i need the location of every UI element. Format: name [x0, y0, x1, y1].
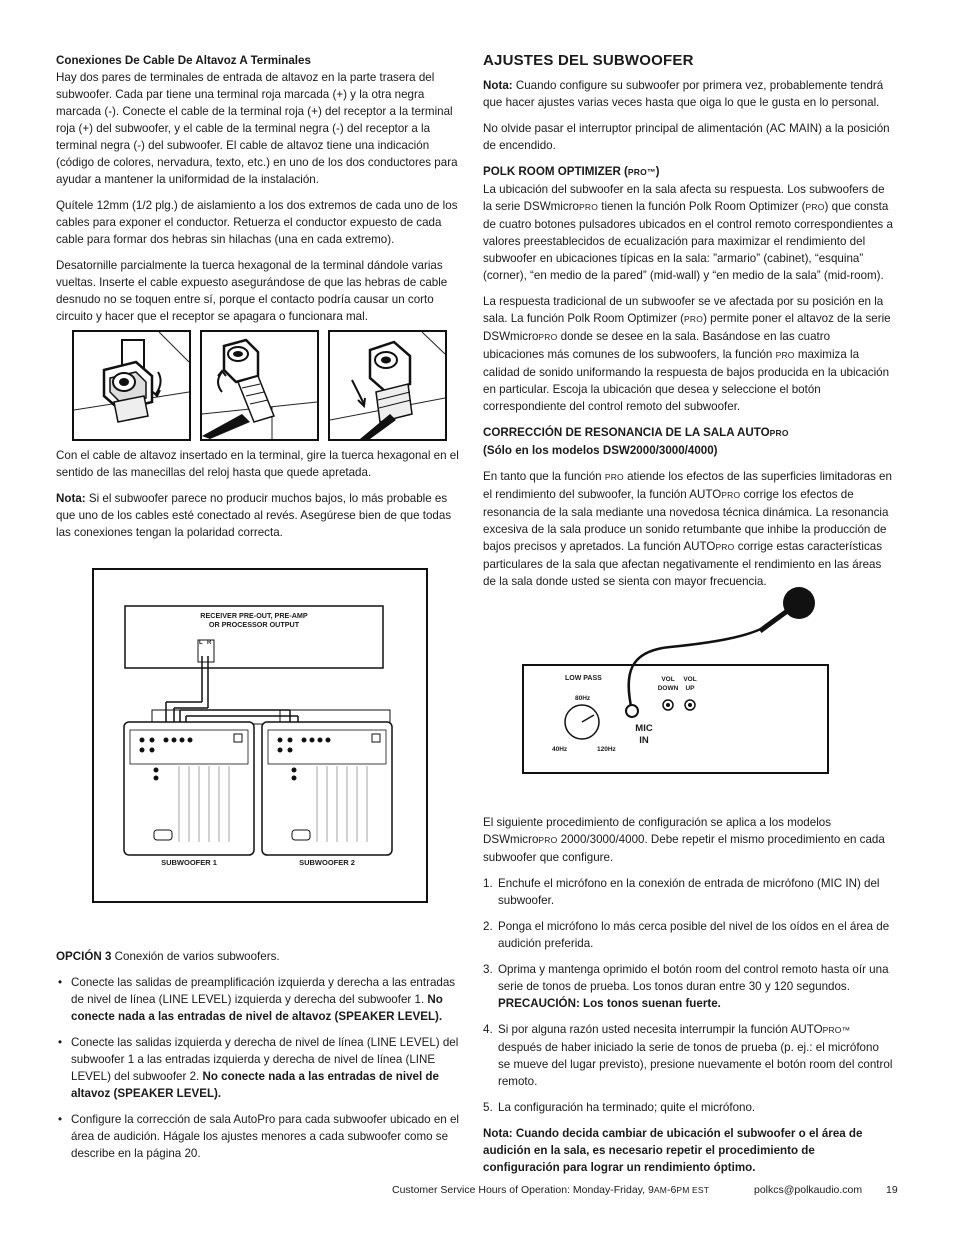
smallcaps: AM — [653, 1185, 667, 1195]
wiring-diagram — [92, 568, 428, 903]
text: corrige los efectos de resonancia de la sala mediante una novedosa técnica dinámica. La resonancia excesiva de la sala produce un sonido retumbante que inhibe la producción de bajos precisos y apretados. La función AUTO — [483, 488, 889, 553]
text: tienen la función Polk Room Optimizer ( — [598, 200, 806, 213]
final-note: Nota: Cuando decida cambiar de ubicación el subwoofer o el área de audición en la sala, es necesario repetir el procedimiento de configuración para lograr un rendimiento óptimo. — [483, 1127, 863, 1174]
subwoofer-2-label: SUBWOOFER 2 — [299, 858, 355, 867]
text: La ubicación del subwoofer en la sala afecta su respuesta. Los subwoofers de la serie DSWmicro — [483, 183, 885, 213]
step-caution: PRECAUCIÓN: Los tonos suenan fuerte. — [498, 997, 721, 1010]
setup-steps — [483, 875, 893, 1116]
vol-down-line1: VOL — [661, 676, 675, 683]
text: donde se desee en la sala. Basándose en las cuatro ubicaciones más comunes de los subwoofers, la función — [483, 330, 831, 361]
option-bullets — [56, 974, 464, 1162]
bullet-text: Conecte las salidas de preamplificación izquierda y derecha a las entradas de nivel de línea (LINE LEVEL) izquierda y derecha del subwoofer 1. — [71, 976, 456, 1006]
vol-down-line2: DOWN — [657, 685, 679, 692]
hz80-label: 80Hz — [575, 695, 591, 702]
left-column-mid — [56, 447, 464, 550]
text: maximiza la calidad de sonido uniformando la respuesta de bajos producida en la ubicación en particular. Escoja la ubicación que desea y seleccione el botón correspondiente del control remoto del subwoofer. — [483, 348, 890, 413]
paragraph-ac-main: No olvide pasar el interruptor principal de alimentación (AC MAIN) a la posición de encendido. — [483, 122, 890, 152]
left-column-bottom — [56, 948, 464, 1171]
footer-email[interactable]: polkcs@polkaudio.com — [754, 1184, 863, 1196]
step-text: Enchufe el micrófono en la conexión de entrada de micrófono (MIC IN) del subwoofer. — [498, 877, 880, 907]
right-column-bottom — [483, 814, 893, 1185]
step-number: 2. — [483, 920, 493, 933]
mic-line2: IN — [639, 735, 649, 746]
list-item — [56, 1111, 464, 1162]
vol-up-line1: VOL — [683, 676, 697, 683]
note-polaridad — [56, 490, 464, 541]
heading-room-optimizer — [483, 163, 893, 181]
paragraph-tuerca: Desatornille parcialmente la tuerca hexagonal de la terminal dándole varias vueltas. Inserte el cable expuesto asegurándose de que las hebras de cable desnudo no se toquen entre sí, porque el contacto podría causar un corto circuito y hacer que el receptor se apagara o funcionara mal. — [56, 259, 448, 323]
smallcaps: PRO — [721, 490, 741, 500]
smallcaps: PRO — [715, 542, 735, 552]
heading-smallcaps: PRO™ — [627, 167, 656, 177]
receiver-label — [125, 611, 383, 629]
smallcaps: PRO — [538, 835, 558, 845]
list-item — [483, 961, 893, 1012]
smallcaps: PRO — [538, 332, 558, 342]
option-text: Conexión de varios subwoofers. — [111, 950, 280, 963]
note-text: Cuando configure su subwoofer por primera vez, probablemente tendrá que hacer ajustes varias veces hasta que oiga lo que le gusta en lo personal. — [483, 79, 884, 109]
text: ) permite poner el altavoz de la serie DSWmicro — [483, 312, 891, 343]
terminal-illustration-3 — [328, 330, 447, 441]
heading-text: POLK ROOM OPTIMIZER ( — [483, 165, 628, 178]
list-item — [483, 1021, 893, 1090]
text: El siguiente procedimiento de configuración se aplica a los modelos DSWmicro — [483, 816, 832, 846]
list-item — [483, 875, 893, 909]
bullet-warning: No conecte nada a las entradas de nivel de altavoz (SPEAKER LEVEL). — [71, 993, 443, 1023]
note-label: Nota: — [483, 79, 513, 92]
text: atiende los efectos de las superficies limitadoras en el rendimiento del subwoofer, la función AUTO — [483, 470, 892, 501]
smallcaps: PRO — [805, 202, 825, 212]
hz120-label: 120Hz — [597, 746, 616, 753]
smallcaps: PRO — [604, 472, 624, 482]
receiver-label-line1: RECEIVER PRE-OUT, PRE-AMP — [200, 611, 308, 620]
list-item — [56, 1034, 464, 1102]
step-text: La configuración ha terminado; quite el micrófono. — [498, 1101, 756, 1114]
text: En tanto que la función — [483, 470, 605, 483]
paragraph-optimizer-1 — [483, 181, 893, 284]
terminal-illustration-2 — [200, 330, 319, 441]
note-label: Nota: — [56, 492, 86, 505]
right-column — [483, 52, 893, 599]
heading-text-end: ) — [655, 165, 660, 178]
step-number: 1. — [483, 877, 493, 890]
text: 2000/3000/4000. Debe repetir el mismo procedimiento en cada subwoofer que configure. — [483, 833, 885, 864]
list-item — [483, 918, 893, 952]
paragraph-correccion — [483, 468, 893, 590]
step-number: 4. — [483, 1023, 493, 1036]
low-pass-label: LOW PASS — [565, 675, 602, 682]
footer-hours — [392, 1184, 709, 1196]
channel-r-label: R — [207, 640, 212, 646]
smallcaps: PRO™ — [822, 1025, 851, 1035]
receiver-label-line2: OR PROCESSOR OUTPUT — [208, 620, 300, 629]
list-item — [56, 974, 464, 1025]
section-heading-ajustes: AJUSTES DEL SUBWOOFER — [483, 52, 694, 69]
page-number: 19 — [886, 1184, 898, 1196]
step-text: Si por alguna razón usted necesita interrumpir la función AUTO — [498, 1023, 823, 1036]
channel-l-label: L — [199, 640, 203, 646]
paragraph-procedure — [483, 814, 893, 866]
subwoofer-1-label: SUBWOOFER 1 — [161, 858, 217, 867]
heading-text: CORRECCIÓN DE RESONANCIA DE LA SALA AUTO — [483, 426, 770, 439]
smallcaps: PRO — [684, 314, 704, 324]
paragraph-gire: Con el cable de altavoz insertado en la terminal, gire la tuerca hexagonal en el sentido de las manecillas del reloj hasta que quede apretada. — [56, 449, 459, 479]
text: -6 — [666, 1184, 677, 1196]
mic-panel-illustration — [520, 585, 830, 780]
section-heading-conexiones: Conexiones De Cable De Altavoz A Terminales — [56, 54, 311, 67]
paragraph-optimizer-2 — [483, 293, 893, 415]
paragraph-terminales: Hay dos pares de terminales de entrada de altavoz en la parte trasera del subwoofer. Cada par tiene una terminal roja marcada (+) y la otra negra marcada (-). Conecte el cable de la terminal roja (+) del receptor a la terminal roja (+) del subwoofer, y el cable de la terminal negra (-) del receptor a la terminal negra (-) del subwoofer. El cable de altavoz tiene una indicación (código de colores, nervadura, texto, etc.) en uno de los dos conductores para ayudar a mantener la uniformidad de la instalación. — [56, 71, 458, 186]
paragraph-aislamiento: Quítele 12mm (1/2 plg.) de aislamiento a los dos extremos de cada uno de los cables para exponer el conductor. Retuerza el conductor expuesto de cada cable para formar dos hebras sin hilachas (una en cada extremo). — [56, 199, 458, 246]
note-first-setup — [483, 77, 893, 111]
hz40-label: 40Hz — [552, 746, 568, 753]
step-number: 5. — [483, 1101, 493, 1114]
vol-up-label — [677, 675, 703, 693]
text: La respuesta tradicional de un subwoofer se ve afectada por su posición en la sala. La función Polk Room Optimizer ( — [483, 295, 884, 325]
smallcaps: PRO — [578, 202, 599, 212]
mic-line1: MIC — [635, 723, 653, 734]
bullet-text: Configure la corrección de sala AutoPro para cada subwoofer ubicado en el área de audición. Hágale los ajustes menores a cada subwoofer como se describe en la página 20. — [71, 1113, 459, 1160]
bullet-text: Conecte las salidas izquierda y derecha de nivel de línea (LINE LEVEL) del subwoofer 1 a las entradas izquierda y derecha de nivel de línea (LINE LEVEL) del subwoofer 2. — [71, 1036, 459, 1083]
list-item — [483, 1099, 893, 1116]
option-3 — [56, 948, 464, 965]
step-text: Oprima y mantenga oprimido el botón room del control remoto hasta oír una serie de tonos de prueba. Los tonos duran entre 30 y 120 segundos. — [498, 963, 889, 993]
text: Customer Service Hours of Operation: Monday-Friday, 9 — [392, 1184, 654, 1196]
left-column — [56, 52, 464, 334]
option-label: OPCIÓN 3 — [56, 950, 112, 963]
step-number: 3. — [483, 963, 493, 976]
bullet-warning: No conecte nada a las entradas de nivel de altavoz (SPEAKER LEVEL). — [71, 1070, 439, 1100]
heading-correccion — [483, 424, 893, 442]
vol-up-line2: UP — [685, 685, 695, 692]
smallcaps: PRO — [775, 350, 795, 360]
step-text: Ponga el micrófono lo más cerca posible del nivel de los oídos en el área de audición preferida. — [498, 920, 890, 950]
smallcaps: PM EST — [676, 1185, 710, 1195]
note-text: Si el subwoofer parece no producir muchos bajos, lo más probable es que uno de los cables esté conectado al revés. Asegúrese bien de que todas las conexiones tengan la polaridad correcta. — [56, 492, 452, 539]
heading-correccion-models: (Sólo en los modelos DSW2000/3000/4000) — [483, 444, 718, 457]
step-text: después de haber iniciado la serie de tonos de prueba (p. ej.: el micrófono se mueve del lugar previsto), presione nuevamente el botón room del control remoto. — [498, 1041, 893, 1088]
text: ) que consta de cuatro botones pulsadores ubicados en el control remoto correspondientes a valores preestablecidos de ecualización para maximizar el rendimiento del subwoofer en ubicaciones típicas en la sala: ”armario” (cabinet), “esquina” (corner), “en medio de la pared” (mid-wall) y “en medio de la sala” (mid-room). — [483, 200, 893, 282]
heading-smallcaps: PRO — [769, 428, 789, 438]
terminal-illustration-1 — [72, 330, 191, 441]
text: corrige estas características particulares de la sala que afectan negativamente el rendimiento en las áreas de la sala donde usted se sienta con mayor frecuencia. — [483, 540, 883, 588]
mic-in-label — [628, 723, 660, 747]
